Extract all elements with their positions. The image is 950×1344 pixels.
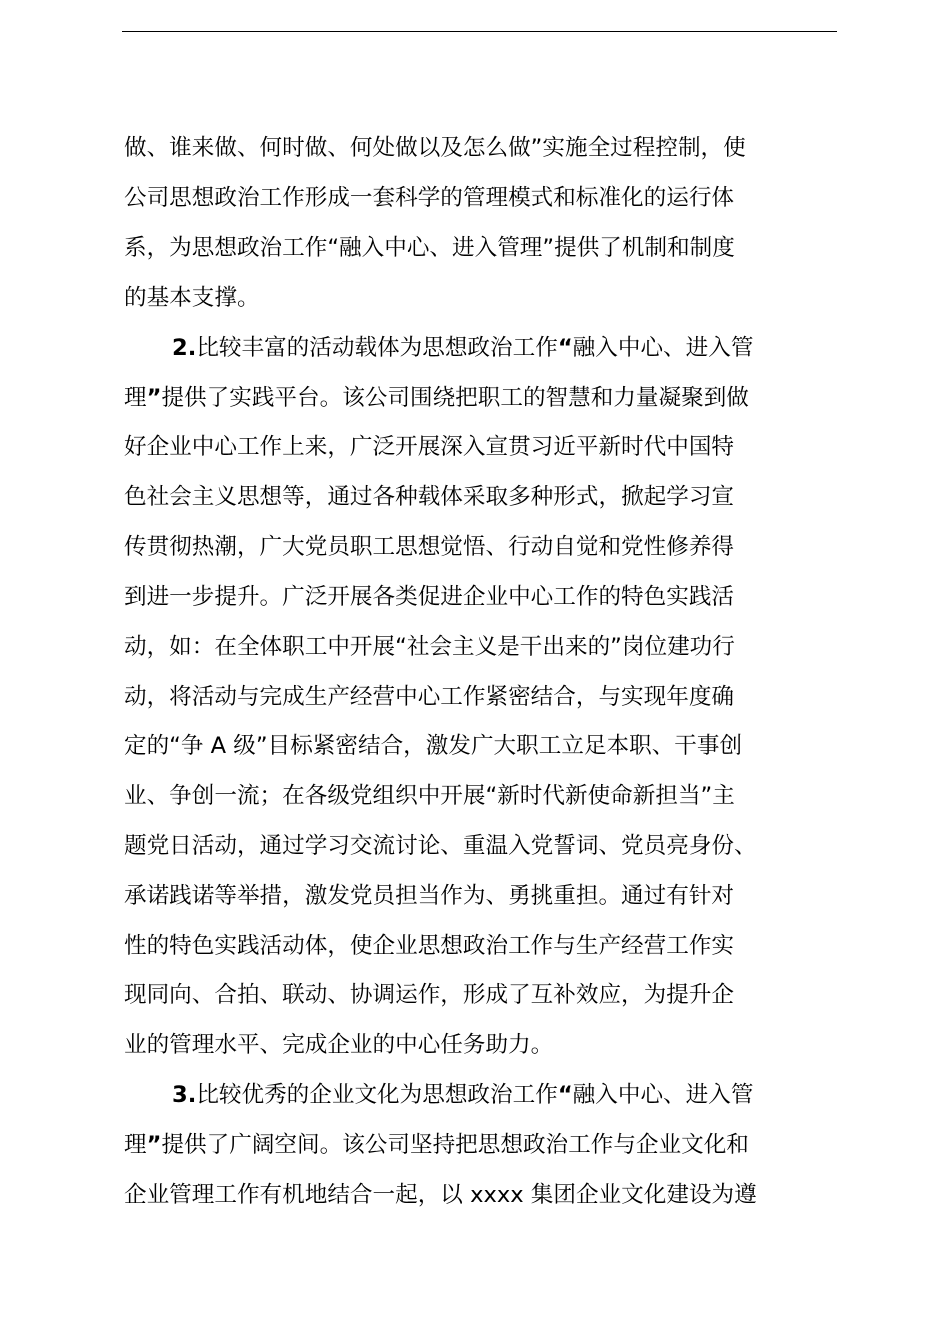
text-line xyxy=(124,926,734,966)
text-line xyxy=(124,677,734,717)
header-rule xyxy=(122,31,837,32)
text-span: 动，如：在全体职工中开展“社会主义是干出来的”岗位建功行 xyxy=(124,634,735,660)
text-line xyxy=(124,826,757,866)
text-line xyxy=(124,128,746,168)
text-line xyxy=(124,1125,749,1165)
text-span: 承诺践诺等举措，激发党员担当作为、勇挑重担。通过有针对 xyxy=(124,883,735,909)
text-span: 传贯彻热潮，广大党员职工思想觉悟、行动自觉和党性修养得 xyxy=(124,534,735,560)
section-number: 2. xyxy=(172,335,197,361)
text-line xyxy=(124,876,734,916)
text-span: 业的管理水平、完成企业的中心任务助力。 xyxy=(124,1032,554,1058)
text-line xyxy=(124,627,735,667)
text-line xyxy=(124,278,260,318)
text-span: 题党日活动，通过学习交流讨论、重温入党誓词、党员亮身份、 xyxy=(124,833,757,859)
text-span: 公司思想政治工作形成一套科学的管理模式和标准化的运行体 xyxy=(124,185,735,211)
text-span: 系，为思想政治工作“融入中心、进入管理”提供了机制和制度 xyxy=(124,235,735,261)
paragraph-heading-line xyxy=(172,1075,753,1115)
text-span: 动，将活动与完成生产经营中心工作紧密结合，与实现年度确 xyxy=(124,684,735,710)
paragraph-heading-line xyxy=(172,328,753,368)
text-span: 定的“争 A 级”目标紧密结合，激发广大职工立足本职、干事创 xyxy=(124,733,743,759)
text-span: 提供了实践平台。该公司围绕把职工的智慧和力量凝聚到做 xyxy=(161,385,749,411)
text-line xyxy=(124,577,734,617)
text-span: 现同向、合拍、联动、协调运作，形成了互补效应，为提升企 xyxy=(124,982,735,1008)
quote-mark: ” xyxy=(146,1132,162,1158)
text-line xyxy=(124,1025,553,1065)
text-span: 融入中心、进入管 xyxy=(572,1082,754,1108)
text-line xyxy=(124,975,734,1015)
text-span: 好企业中心工作上来，广泛开展深入宣贯习近平新时代中国特 xyxy=(124,434,735,460)
text-span: 做、谁来做、何时做、何处做以及怎么做”实施全过程控制，使 xyxy=(124,135,746,161)
quote-mark: “ xyxy=(557,1082,573,1108)
text-line xyxy=(124,228,735,268)
text-line xyxy=(124,477,734,517)
text-line xyxy=(124,378,749,418)
text-span: 理 xyxy=(124,1132,147,1158)
text-span: 的基本支撑。 xyxy=(124,285,260,311)
text-line xyxy=(124,427,734,467)
text-span: 性的特色实践活动体，使企业思想政治工作与生产经营工作实 xyxy=(124,933,735,959)
text-span: 比较丰富的活动载体为思想政治工作 xyxy=(196,335,558,361)
section-number: 3. xyxy=(172,1082,197,1108)
text-span: 企业管理工作有机地结合一起，以 xxxx 集团企业文化建设为遵 xyxy=(124,1182,757,1208)
text-span: 色社会主义思想等，通过各种载体采取多种形式，掀起学习宣 xyxy=(124,484,735,510)
text-span: 理 xyxy=(124,385,147,411)
text-span: 比较优秀的企业文化为思想政治工作 xyxy=(196,1082,558,1108)
text-span: 提供了广阔空间。该公司坚持把思想政治工作与企业文化和 xyxy=(161,1132,749,1158)
quote-mark: ” xyxy=(146,385,162,411)
text-span: 业、争创一流；在各级党组织中开展“新时代新使命新担当”主 xyxy=(124,783,735,809)
text-line xyxy=(124,776,735,816)
quote-mark: “ xyxy=(557,335,573,361)
text-span: 到进一步提升。广泛开展各类促进企业中心工作的特色实践活 xyxy=(124,584,735,610)
text-line xyxy=(124,1175,757,1215)
text-line xyxy=(124,178,734,218)
text-span: 融入中心、进入管 xyxy=(572,335,754,361)
text-line xyxy=(124,527,734,567)
text-line xyxy=(124,726,742,766)
